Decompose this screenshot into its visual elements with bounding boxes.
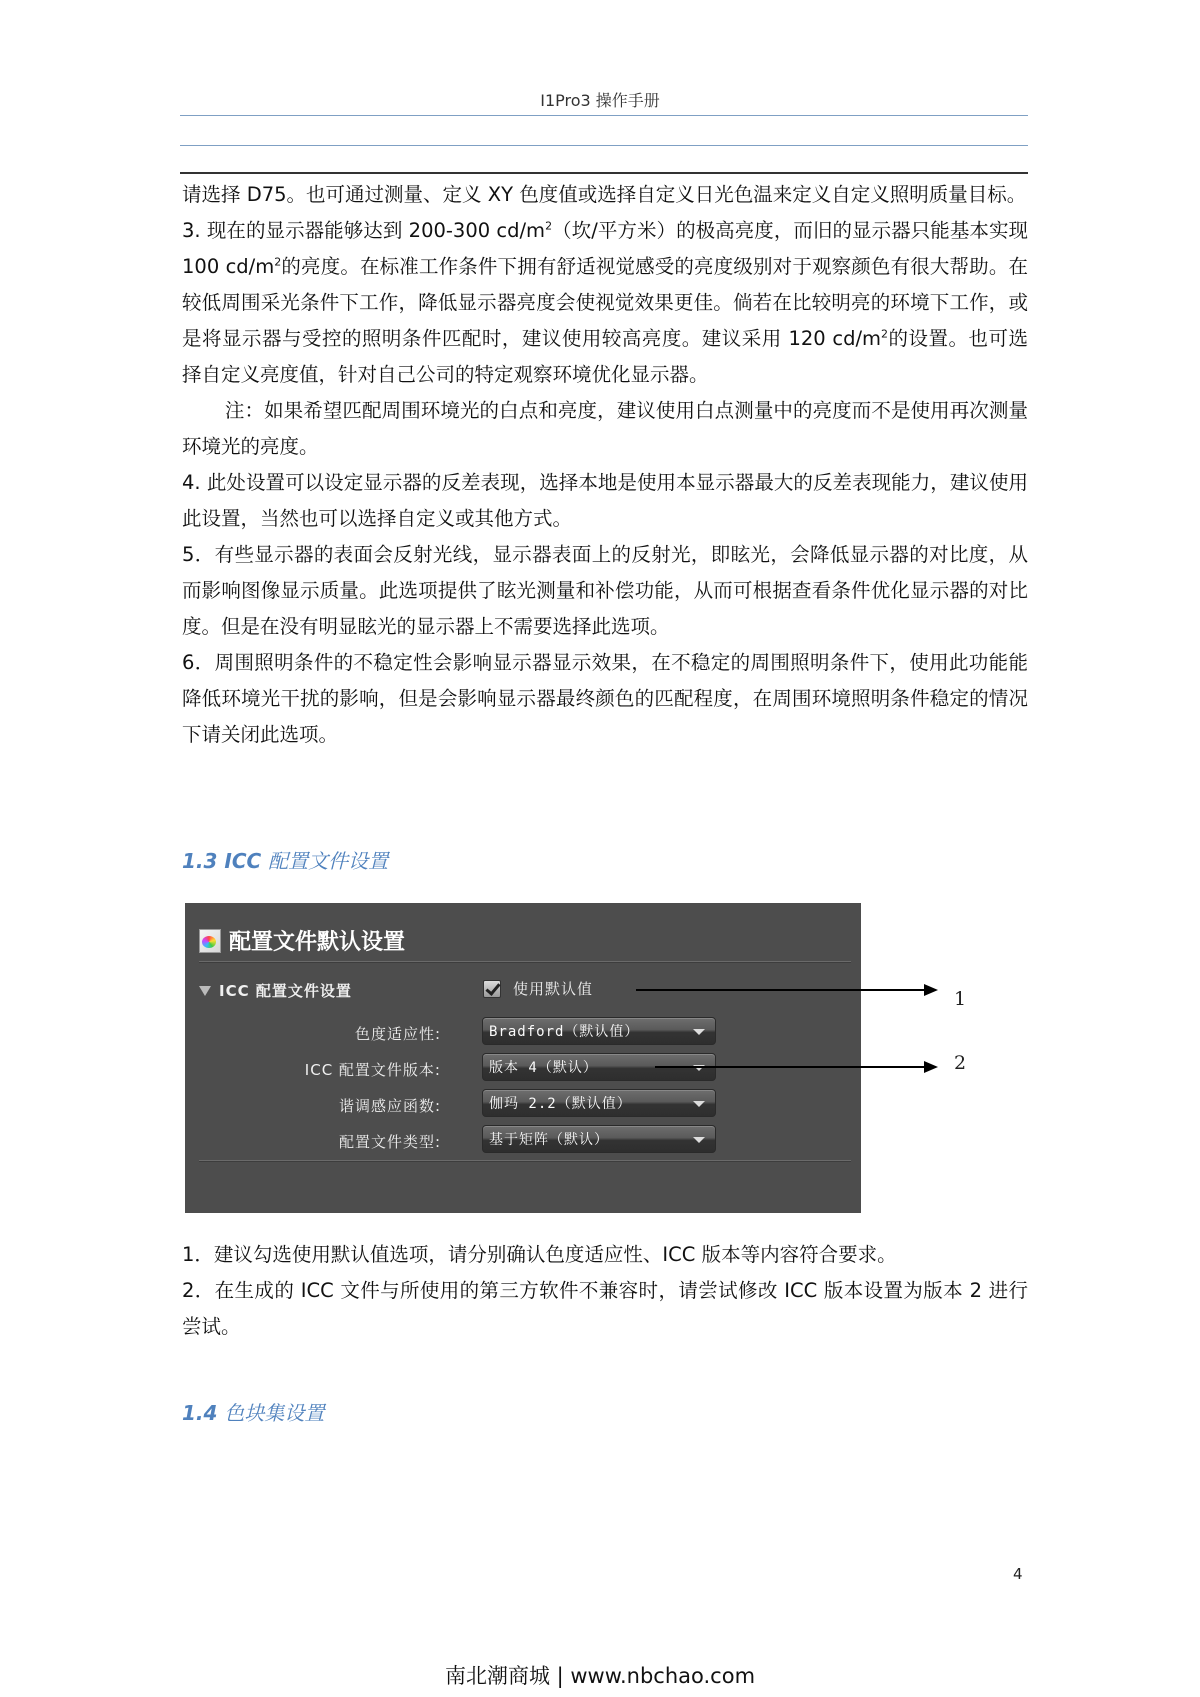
callout-number-2: 2 (954, 1052, 967, 1074)
note-paragraph: 注：如果希望匹配周围环境光的白点和亮度，建议使用白点测量中的亮度而不是使用再次测量环境光的亮度。 (182, 399, 1028, 458)
profile-document-icon (199, 929, 221, 953)
section-heading-1-4: 1.4 色块集设置 (182, 1401, 325, 1425)
callout-arrow-1-head-icon (924, 984, 938, 996)
row-chromatic-adaptation: 色度适应性: Bradford（默认值） (185, 1017, 861, 1047)
dropdown-arrow-icon (693, 1101, 705, 1107)
page-number: 4 (1013, 1565, 1023, 1583)
header-rule-3 (180, 172, 1028, 174)
disclosure-triangle-icon (199, 986, 211, 996)
explanation-list (182, 1237, 1028, 1345)
chromatic-adaptation-select[interactable]: Bradford（默认值） (482, 1017, 716, 1045)
dropdown-arrow-icon (693, 1029, 705, 1035)
explanation-2: 2．在生成的 ICC 文件与所使用的第三方软件不兼容时，请尝试修改 ICC 版本设置为版本 2 进行尝试。 (182, 1279, 1028, 1338)
paragraph-5: 5．有些显示器的表面会反射光线，显示器表面上的反射光，即眩光，会降低显示器的对比度，从而影响图像显示质量。此选项提供了眩光测量和补偿功能，从而可根据查看条件优化显示器的对比度。但是在没有明显眩光的显示器上不需要选择此选项。 (182, 543, 1028, 638)
paragraph-3: 3. 现在的显示器能够达到 200-300 $cd/m^2$（坎/平方米）的极高亮度，而旧的显示器只能基本实现 100 $cd/m^2$的亮度。在标准工作条件下拥有舒适视觉感受的亮度级别对于观察颜色有很大帮助。在较低周围采光条件下工作，降低显示器亮度会使视觉效果更佳。倘若在比较明亮的环境下工作，或是将显示器与受控的照明条件匹配时，建议使用较高亮度。建议采用 120 $cd/m^2$的设置。也可选择自定义亮度值，针对自己公司的特定观察环境优化显示器。 (182, 219, 1028, 386)
row-icc-version: ICC 配置文件版本: 版本 4（默认） (185, 1053, 861, 1083)
row-tone-response: 谐调感应函数: 伽玛 2.2（默认值） (185, 1089, 861, 1119)
callout-arrow-2-line (655, 1066, 925, 1068)
footer-watermark: 南北潮商城 | www.nbchao.com (444, 1664, 756, 1688)
section-heading-1-3: 1.3 ICC 配置文件设置 (182, 849, 389, 873)
document-title: I1Pro3 操作手册 (540, 91, 660, 110)
dropdown-arrow-icon (693, 1137, 705, 1143)
profile-defaults-dialog (185, 903, 861, 1213)
paragraph-4: 4. 此处设置可以设定显示器的反差表现，选择本地是使用本显示器最大的反差表现能力，建议使用此设置，当然也可以选择自定义或其他方式。 (182, 471, 1028, 530)
callout-arrow-2-head-icon (924, 1061, 938, 1073)
icc-group-toggle[interactable]: ICC 配置文件设置 (199, 980, 352, 1001)
dialog-divider (199, 961, 851, 963)
icc-version-select[interactable]: 版本 4（默认） (482, 1053, 716, 1081)
tone-response-select[interactable]: 伽玛 2.2（默认值） (482, 1089, 716, 1117)
profile-type-select[interactable]: 基于矩阵（默认） (482, 1125, 716, 1153)
paragraph-6: 6．周围照明条件的不稳定性会影响显示器显示效果，在不稳定的周围照明条件下，使用此功能能降低环境光干扰的影响，但是会影响显示器最终颜色的匹配程度，在周围环境照明条件稳定的情况下请关闭此选项。 (182, 651, 1028, 746)
header-rule-1 (180, 115, 1028, 116)
dialog-title: 配置文件默认设置 (199, 925, 405, 956)
use-default-checkbox[interactable]: 使用默认值 (483, 978, 593, 999)
checkbox-checked-icon (483, 980, 501, 998)
dialog-bottom-divider (199, 1160, 851, 1162)
callout-arrow-1-line (636, 989, 926, 991)
callout-number-1: 1 (954, 988, 967, 1010)
paragraph-d75: 请选择 D75。也可通过测量、定义 XY 色度值或选择自定义日光色温来定义自定义照明质量目标。 (182, 183, 1027, 206)
header-rule-2 (180, 145, 1028, 146)
row-profile-type: 配置文件类型: 基于矩阵（默认） (185, 1125, 861, 1155)
body-section-display (182, 177, 1028, 753)
explanation-1: 1．建议勾选使用默认值选项，请分别确认色度适应性、ICC 版本等内容符合要求。 (182, 1243, 897, 1266)
